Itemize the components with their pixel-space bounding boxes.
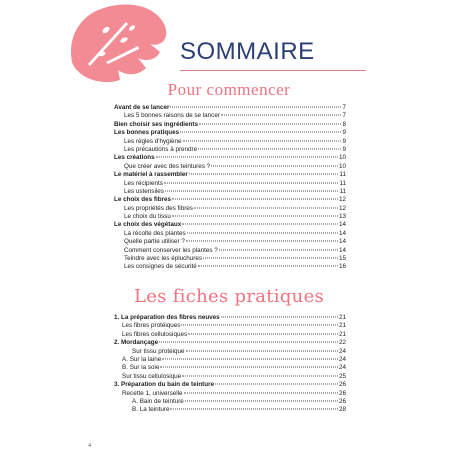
toc-entry-label: Les 5 bonnes raisons de se lancer [124,112,220,120]
toc-entry [114,213,346,221]
toc-entry-label: Le choix des fibres [114,196,172,204]
dot-leader [187,232,338,233]
toc-entry [114,406,346,414]
toc-entry-page: 28 [338,406,346,414]
toc-entry [114,180,346,188]
toc-entry-page: 9 [342,129,346,137]
toc-entry [114,221,346,229]
toc-entry-page: 26 [338,389,346,397]
toc-entry-page: 24 [338,347,346,355]
toc-entry-page: 14 [338,229,346,237]
toc-entry-label: Les consignes de sécurité [124,263,197,271]
toc-entry-page: 10 [338,162,346,170]
toc-entry-page: 21 [338,322,346,330]
toc-entry-page: 21 [338,330,346,338]
toc-entry [114,138,346,146]
dot-leader [164,182,339,183]
toc-entry [114,238,346,246]
toc-entry-label: 2. Mordançage [114,339,159,347]
toc-entry-label: Le choix des végétaux [114,221,182,229]
toc-entry-page: 22 [338,339,346,347]
toc-entry-label: 3. Préparation du bain de teinture [114,381,215,389]
toc-entry [114,188,346,196]
dot-leader [219,249,338,250]
toc-entry-page: 25 [338,372,346,380]
toc-entry [114,247,346,255]
toc-entry-label: Les fibres cellulosiques [122,330,188,338]
toc-entry-label: Les bonnes pratiques [114,129,180,137]
toc-entry-label: Les ustensiles [124,187,164,195]
toc-entry [114,381,346,389]
toc-entry [114,390,346,398]
toc-entry-label: B. Sur la soie [122,364,160,372]
toc-entry [114,263,346,271]
toc-entry [114,163,346,171]
toc-entry [114,322,346,330]
toc-entry-label: Comment conserver les plantes ? [124,246,218,254]
toc-entry-page: 7 [342,112,346,120]
toc-entry [114,112,346,120]
toc-entry-page: 13 [338,213,346,221]
toc-entry-label: Recette 1, universelle [122,389,183,397]
dot-leader [221,317,338,318]
toc-entry [114,104,346,112]
toc-entry-page: 11 [339,187,346,195]
toc-entry-page: 24 [338,355,346,363]
dot-leader [199,123,342,124]
dot-leader [160,367,338,368]
toc-entry [114,339,346,347]
toc-entry-page: 12 [338,204,346,212]
toc-entry-label: Les fibres protéiques [122,322,181,330]
toc-entry-label: 1. La préparation des fibres neuves [114,314,220,321]
toc-entry-label: La récolte des plantes [124,229,186,237]
toc-entry [114,129,346,137]
toc-entry [114,373,346,381]
toc-entry [114,314,346,322]
toc-entry-label: Les créations [114,154,155,162]
monstera-leaf-icon [66,2,170,86]
toc-entry-label: Bien choisir ses ingrédients [114,120,198,128]
toc-entry-page: 14 [338,246,346,254]
toc-entry-page: 15 [338,255,346,263]
toc-entry [114,146,346,154]
dot-leader [156,157,338,158]
toc-entry-label: Sur tissu cellulosique [122,372,182,380]
toc-entry [114,364,346,372]
toc-entry [114,154,346,162]
dot-leader [184,392,338,393]
dot-leader [182,375,338,376]
dot-leader [182,224,338,225]
toc-entry [114,331,346,339]
dot-leader [172,199,338,200]
dot-leader [180,132,341,133]
toc-entry-label: Sur tissu protéique [132,347,185,355]
toc-entry-page: 9 [342,145,346,153]
toc-entry-label: Les récipients [124,179,163,187]
toc-entry [114,171,346,179]
dot-leader [183,140,342,141]
toc-entry-page: 9 [342,137,346,145]
dot-leader [215,384,338,385]
dot-leader [185,400,338,401]
toc-entry-page: 11 [339,171,346,179]
toc-entry-page: 14 [338,221,346,229]
toc-entry-page: 16 [338,263,346,271]
toc-entry-label: Que créer avec des teintures ? [124,162,211,170]
toc-entry-label: Avant de se lancer [114,104,170,111]
dot-leader [198,148,341,149]
toc-entry [114,255,346,263]
dot-leader [172,216,338,217]
dot-leader [186,241,338,242]
toc-entry-page: 26 [338,397,346,405]
dot-leader [181,325,338,326]
section-title-pour-commencer: Pour commencer [167,80,291,99]
toc-entry-label: B. La teinture [132,406,170,414]
toc-entry-label: A. Bain de teinture [132,397,184,405]
dot-leader [188,333,338,334]
dot-leader [203,258,338,259]
toc-entry-label: A. Sur la laine [122,355,162,363]
toc-entry [114,196,346,204]
section-title-fiches-pratiques: Les fiches pratiques [133,286,325,307]
toc-entry [114,348,346,356]
dot-leader [159,342,338,343]
toc-entry-label: Quelle partie utiliser ? [124,238,185,246]
toc-entry-page: 24 [338,364,346,372]
page-title: SOMMAIRE [180,38,315,65]
toc-entry-page: 10 [338,154,346,162]
dot-leader [198,266,338,267]
toc-entry [114,230,346,238]
dot-leader [162,358,338,359]
toc-entry [114,205,346,213]
toc-entry [114,398,346,406]
toc-entry-page: 21 [338,314,346,321]
page-number: 4 [88,443,91,449]
dot-leader [165,190,339,191]
title-underline [180,70,366,71]
toc-entry [114,121,346,129]
toc-entry-page: 8 [342,120,346,128]
toc-entry-label: Teindre avec les épluchures [124,255,203,263]
dot-leader [221,115,342,116]
dot-leader [170,409,338,410]
toc-entry-page: 12 [338,196,346,204]
toc-entry-label: Le choix du tissu [124,213,171,221]
toc-entry-label: Les propriétés des fibres [124,204,193,212]
dot-leader [189,174,339,175]
dot-leader [186,350,338,351]
toc-section-1 [114,104,346,272]
toc-entry-page: 11 [339,179,346,187]
toc-entry-page: 7 [342,104,346,111]
toc-entry-page: 26 [338,381,346,389]
toc-entry-label: Le matériel à rassembler [114,171,188,179]
toc-entry-label: Les règles d'hygiène [124,137,182,145]
dot-leader [170,107,341,108]
toc-entry-page: 14 [338,238,346,246]
toc-entry [114,356,346,364]
toc-entry-label: Les précautions à prendre [124,145,198,153]
dot-leader [194,207,338,208]
dot-leader [211,165,338,166]
toc-section-2 [114,314,346,415]
